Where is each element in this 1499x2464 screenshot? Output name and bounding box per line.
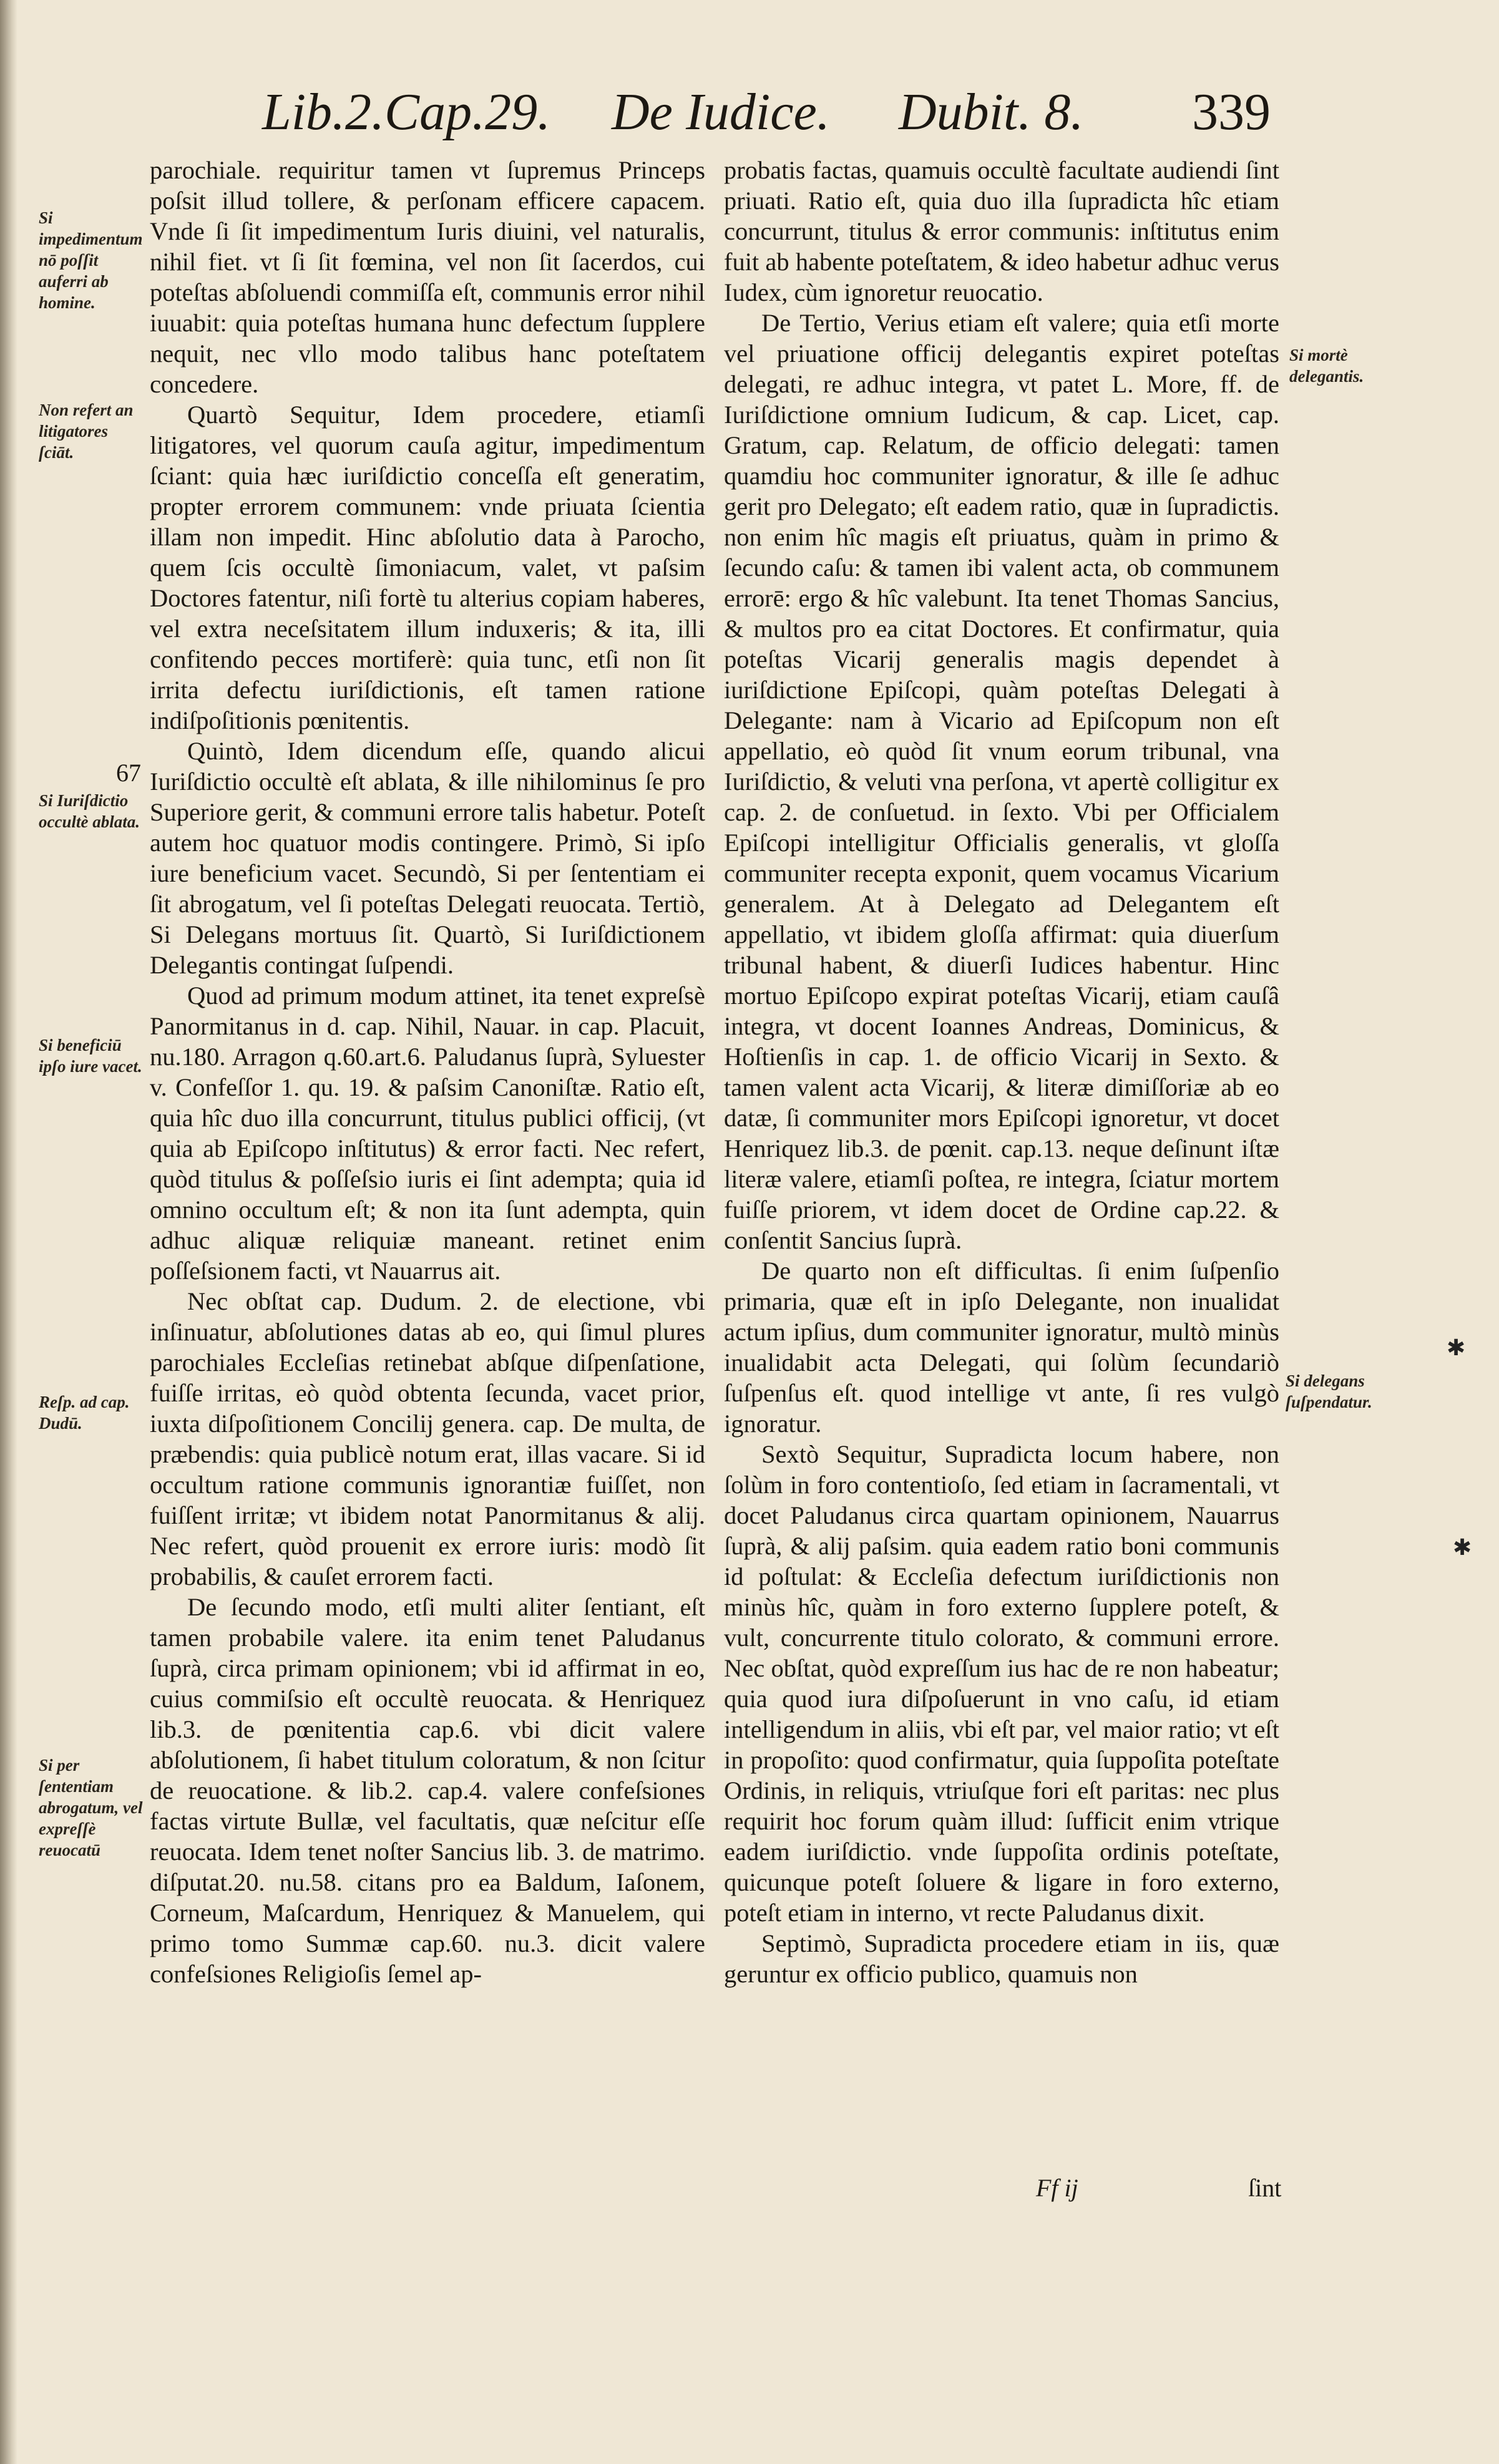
margin-note: Si per ſententiam abrogatum, vel expreſſè reuocatū [39, 1756, 143, 1859]
paragraph: Nec obſtat cap. Dudum. 2. de electione, vbi inſinuatur, abſolutiones datas ab eo, qui ſimul plures parochiales Eccleſias retinebat abſque diſpenſatione, fuiſſe irritas, eò quòd obtenta ſecunda, vacet prior, iuxta diſpoſitionem Concilij genera. cap. De multa, de præbendis: quia publicè notum erat, illas vacare. Si id occultum ratione communis ignorantiæ fuiſſet, non fuiſſent irritæ; vt ibidem notat Panormitanus & alij. Nec refert, quòd prouenit ex errore iuris: modò ſit probabilis, & cauſet errorem facti. [150, 1287, 705, 1590]
left-column [150, 155, 705, 2214]
paragraph: Quintò, Idem dicendum eſſe, quando alicui Iuriſdictio occultè eſt ablata, & ille nihilominus ſe pro Superiore gerit, & communi errore talis habetur. Poteſt autem hoc quatuor modis contingere. Primò, Si ipſo iure beneficium vacet. Secundò, Si per ſententiam ei ſit abrogatum, vel ſi poteſtas Delegati reuocata. Tertiò, Si Delegans mortuus ſit. Quartò, Si Iuriſdictionem Delegantis contingat ſuſpendi. [150, 737, 705, 979]
paragraph: De ſecundo modo, etſi multi aliter ſentiant, eſt tamen probabile valere. ita enim tenet Paludanus ſuprà, circa primam opinionem; vbi id affirmat in eo, cuius commiſsio eſt occultè reuocata. & Henriquez lib.3. de pœnitentia cap.6. vbi dicit valere abſolutionem, ſi habet titulum coloratum, & non ſcitur de reuocatione. & lib.2. cap.4. valere confeſsiones factas virtute Bullæ, vel facultatis, quæ neſcitur eſſe reuocata. Idem tenet noſter Sancius lib. 3. de matrimo. diſputat.20. nu.58. citans pro ea Baldum, Iaſonem, Corneum, Maſcardum, Henriquez & Manuelem, qui primo tomo Summæ cap.60. nu.3. dicit valere confeſsiones Religioſis ſemel ap- [150, 1593, 705, 1988]
catchword: ſint [1248, 2174, 1282, 2202]
header-dubit: Dubit. 8. [899, 83, 1084, 141]
paragraph: probatis factas, quamuis occultè facultate audiendi ſint priuati. Ratio eſt, quia duo illa ſupradicta hîc etiam concurrunt, titulus & error communis: inſtitutus enim fuit ab habente poteſtatem, & ideo habetur adhuc verus Iudex, cùm ignoretur reuocatio. [724, 156, 1279, 306]
paragraph: Quod ad primum modum attinet, ita tenet expreſsè Panormitanus in d. cap. Nihil, Nauar. in cap. Placuit, nu.180. Arragon q.60.art.6. Paludanus ſuprà, Syluester v. Confeſſor 1. qu. 19. & paſsim Canoniſtæ. Ratio eſt, quia hîc duo illa concurrunt, titulus publici officij, (vt quia ab Epiſcopo inſtitutus) & error facti. Nec refert, quòd titulus & poſſeſsio iuris ei ſint adempta; quia id omnino occultum eſt; & non ita ſunt adempta, quin adhuc aliquæ reliquiæ maneant. retinet enim poſſeſsionem facti, vt Nauarrus ait. [150, 981, 705, 1285]
header-topic: De Iudice. [612, 83, 830, 141]
margin-note: Si mortè delegantis. [1289, 346, 1364, 386]
margin-note: Si delegans ſuſpendatur. [1286, 1371, 1372, 1411]
right-column [724, 155, 1282, 2214]
paragraph: De Tertio, Verius etiam eſt valere; quia etſi morte vel priuatione officij delegantis expiret poteſtas delegati, re adhuc integra, vt patet L. More, ff. de Iuriſdictione omnium Iudicum, & cap. Licet, cap. Gratum, cap. Relatum, de officio delegati: tamen quamdiu hoc communiter ignoratur, & ille ſe adhuc gerit pro Delegato; eſt eadem ratio, quæ in ſupradictis. non enim hîc magis eſt priuatus, quàm in primo & ſecundo caſu: & tamen ibi valent acta, ob communem errorē: ergo & hîc valebunt. Ita tenet Thomas Sancius, & multos pro ea citat Doctores. Et confirmatur, quia poteſtas Vicarij generalis magis dependet à iuriſdictione Epiſcopi, quàm poteſtas Delegati à Delegante: nam à Vicario ad Epiſcopum non eſt appellatio, eò quòd ſit vnum eorum tribunal, vna Iuriſdictio, & veluti vna perſona, vt apertè colligitur ex cap. 2. de conſuetud. in ſexto. Vbi per Officialem Epiſcopi intelligitur Officialis generalis, vt gloſſa communiter recepta exponit, quem vocamus Vicarium generalem. At à Delegato ad Delegantem eſt appellatio, vt ibidem gloſſa affirmat: quia diuerſum tribunal habent, & diuerſi Iudices habentur. Hinc mortuo Epiſcopo expirat poteſtas Vicarij, etiam cauſâ integra, vt docent Ioannes Andreas, Dominicus, & Hoſtienſis in cap. 1. de officio Vicarij in Sexto. & tamen valent acta Vicarij, & literæ dimiſſoriæ ab eo datæ, ſi communiter mors Epiſcopi ignoretur, vt docet Henriquez lib.3. de pœnit. cap.13. neque deſinunt iſtæ literæ valere, etiamſi poſtea, re integra, ſciatur mortem fuiſſe priorem, vt idem docet de Ordine cap.22. & conſentit Sancius ſuprà. [724, 309, 1279, 1254]
margin-note: Non refert an litigatores ſciāt. [39, 401, 134, 462]
running-header [262, 81, 1298, 150]
paragraph: Sextò Sequitur, Supradicta locum habere, non ſolùm in foro contentioſo, ſed etiam in ſacramentali, vt docet Paludanus circa quartam opinionem, Nauarrus ſuprà, & alij paſsim. quia eadem ratio boni communis id poſtulat: & Eccleſia defectum iuriſdictionis non minùs hîc, quàm in foro externo ſupplere poteſt, & vult, concurrente titulo colorato, & communi errore. Nec obſtat, quòd expreſſum ius hac de re non habeatur; quia quod iura diſpoſuerunt in vno caſu, id etiam intelligendum in aliis, vbi eſt par, vel maior ratio; vt eſt in propoſito: quod confirmatur, quia ſuppoſita poteſtate Ordinis, in reliquis, vtriuſque fori eſt paritas: nec plus requirit hoc forum quàm illud: ſufficit enim vtrique eadem iuriſdictio. vnde ſuppoſita ordinis poteſtate, quicunque poteſt ſoluere & ligare in foro externo, poteſt etiam in interno, vt recte Paludanus dixit. [724, 1440, 1279, 1927]
paragraph: Quartò Sequitur, Idem procedere, etiamſi litigatores, vel quorum cauſa agitur, impedimentum ſciant: quia hæc iuriſdictio conceſſa eſt generatim, propter errorem communem: vnde priuata ſcientia illam non impedit. Hinc abſolutio data à Parocho, quem ſcis occultè ſimoniacum, valet, vt paſsim Doctores fatentur, niſi fortè tu alterius copiam haberes, vel extra neceſsitatem illum induxeris; & ita, illi confitendo pecces mortiferè: quia tunc, etſi non ſit irrita defectu iuriſdictionis, eſt tamen ratione indiſpoſitionis pœnitentis. [150, 401, 705, 734]
binding-shadow [0, 0, 17, 2464]
margin-note: Reſp. ad cap. Dudū. [39, 1393, 130, 1433]
header-book: Lib.2.Cap.29. [262, 83, 551, 141]
paragraph: parochiale. requiritur tamen vt ſupremus Princeps poſsit illud tollere, & perſonam efficere capacem. Vnde ſi ſit impedimentum Iuris diuini, vel naturalis, nihil fiet. vt ſi ſit fœmina, vel non ſit ſacerdos, cui poteſtas abſoluendi commiſſa eſt, communis error nihil iuuabit: quia poteſtas humana hunc defectum ſupplere nequit, nec vllo modo talibus hanc poteſtatem concedere. [150, 156, 705, 398]
page-number: 339 [1192, 83, 1271, 141]
page-footer [1036, 2173, 1286, 2210]
paragraph: De quarto non eſt difficultas. ſi enim ſuſpenſio primaria, quæ eſt in ipſo Delegante, non inualidat actum ipſius, dum communiter ignoratur, multò minùs inualidabit acta Delegati, qui ſolùm ſecundariò ſuſpenſus eſt. quod intellige vt ante, ſi res vulgò ignoratur. [724, 1257, 1279, 1438]
paragraph: Septimò, Supradicta procedere etiam in iis, quæ geruntur ex officio publico, quamuis non [724, 1929, 1279, 1988]
asterisk-mark-icon: ✱ [1447, 1335, 1466, 1360]
margin-note: Si beneficiū ipſo iure vacet. [39, 1036, 142, 1076]
margin-note: Si Iuriſdictio occultè ablata. [39, 791, 140, 831]
signature-mark: Ff ij [1036, 2174, 1078, 2202]
paragraph-number: 67 [116, 759, 141, 787]
asterisk-mark-icon: ✱ [1453, 1535, 1472, 1560]
margin-note: Si impedimentum nō poſſit auferri ab homine. [39, 208, 143, 312]
